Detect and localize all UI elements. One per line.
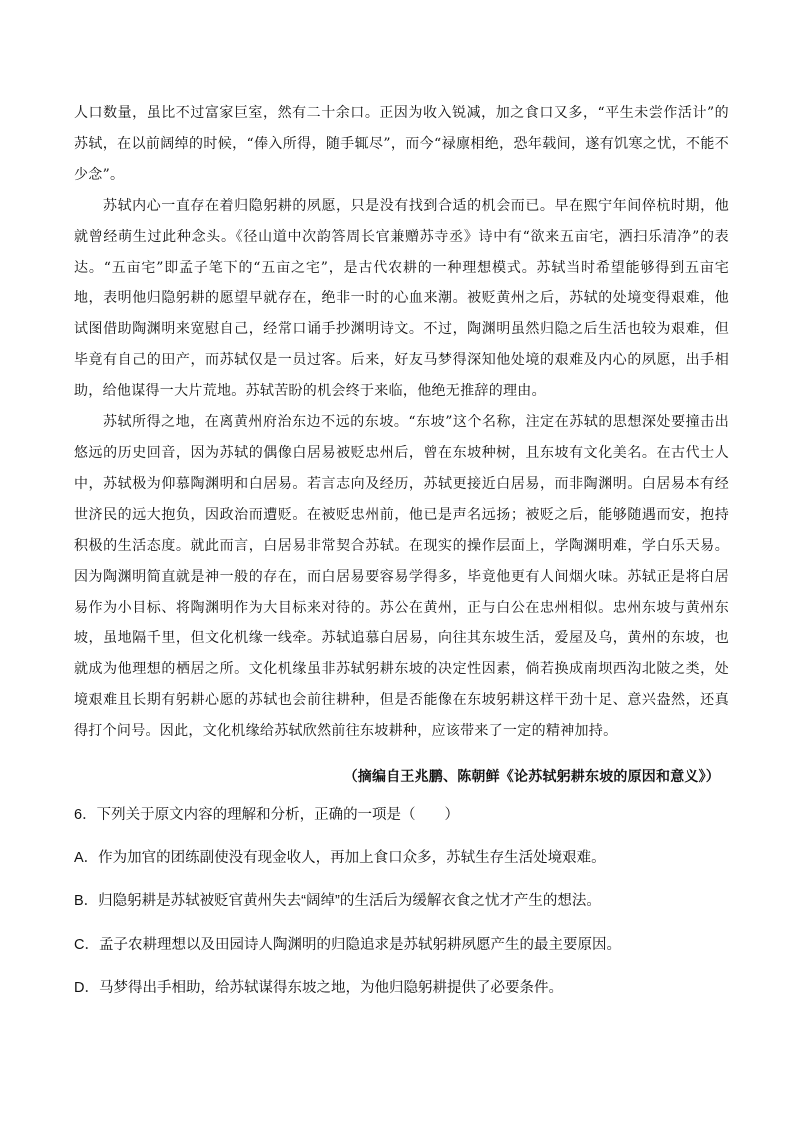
- question-stem: 6．下列关于原文内容的理解和分析，正确的一项是（ ）: [74, 807, 460, 823]
- option-d[interactable]: D．马梦得出手相助，给苏轼谋得东坡之地，为他归隐躬耕提供了必要条件。: [74, 979, 563, 996]
- option-b[interactable]: B．归隐躬耕是苏轼被贬官黄州失去“阔绰”的生活后为缓解衣食之忧才产生的想法。: [74, 893, 601, 910]
- passage-paragraph-2: 苏轼内心一直存在着归隐躬耕的夙愿，只是没有找到合适的机会而已。早在熙宁年间倅杭时期，他就曾经萌生过此种念头。《径山道中次韵答周长官兼赠苏寺丞》诗中有“欲来五亩宅，洒扫乐清净”的表达。“五亩宅”即孟子笔下的“五亩之宅”，是古代农耕的一种理想模式。苏轼当时希望能够得到五亩宅地，表明他归隐躬耕的愿望早就存在，绝非一时的心血来潮。被贬黄州之后，苏轼的处境变得艰难，他试图借助陶渊明来宽慰自己，经常口诵手抄渊明诗文。不过，陶渊明虽然归隐之后生活也较为艰难，但毕竟有自己的田产，而苏轼仅是一员过客。后来，好友马梦得深知他处境的艰难及内心的夙愿，出手相助，给他谋得一大片荒地。苏轼苦盼的机会终于来临，他绝无推辞的理由。: [74, 197, 729, 400]
- passage-paragraph-3: 苏轼所得之地，在离黄州府治东边不远的东坡。“东坡”这个名称，注定在苏轼的思想深处要撞击出悠远的历史回音，因为苏轼的偶像白居易被贬忠州后，曾在东坡种树，且东坡有文化美名。在古代士人中，苏轼极为仰慕陶渊明和白居易。若言志向及经历，苏轼更接近白居易，而非陶渊明。白居易本有经世济民的远大抱负，因政治而遭贬。在被贬忠州前，他已是声名远扬；被贬之后，能够随遇而安，抱持积极的生活态度。就此而言，白居易非常契合苏轼。在现实的操作层面上，学陶渊明难，学白乐天易。因为陶渊明简直就是神一般的存在，而白居易要容易学得多，毕竟他更有人间烟火味。苏轼正是将白居易作为小目标、将陶渊明作为大目标来对待的。苏公在黄州，正与白公在忠州相似。忠州东坡与黄州东坡，虽地隔千里，但文化机缘一线牵。苏轼追慕白居易，向往其东坡生活，爱屋及乌，黄州的东坡，也就成为他理想的栖居之所。文化机缘虽非苏轼躬耕东坡的决定性因素，倘若换成南坝西沟北陂之类，处境艰难且长期有躬耕心愿的苏轼也会前往耕种，但是否能像在东坡躬耕这样干劲十足、意兴盎然，还真得打个问号。因此，文化机缘给苏轼欣然前往东坡耕种，应该带来了一定的精神加持。: [74, 414, 729, 740]
- passage-source: （摘编自王兆鹏、陈朝鲜《论苏轼躬耕东坡的原因和意义》）: [343, 769, 720, 785]
- option-a[interactable]: A．作为加官的团练副使没有现金收人，再加上食口众多，苏轼生存生活处境艰难。: [74, 850, 606, 866]
- reading-passage: [74, 98, 729, 747]
- question-6: [74, 800, 729, 1016]
- option-c[interactable]: C．孟子农耕理想以及田园诗人陶渊明的归隐追求是苏轼躬耕夙愿产生的最主要原因。: [74, 936, 621, 953]
- passage-paragraph-1: 人口数量，虽比不过富家巨室，然有二十余口。正因为收入锐减，加之食口又多，“平生未尝作活计”的苏轼，在以前阔绰的时候，“俸入所得，随手辄尽”，而今“禄廪相绝，恐年载间，遂有饥寒之忧，不能不少念”。: [74, 105, 729, 183]
